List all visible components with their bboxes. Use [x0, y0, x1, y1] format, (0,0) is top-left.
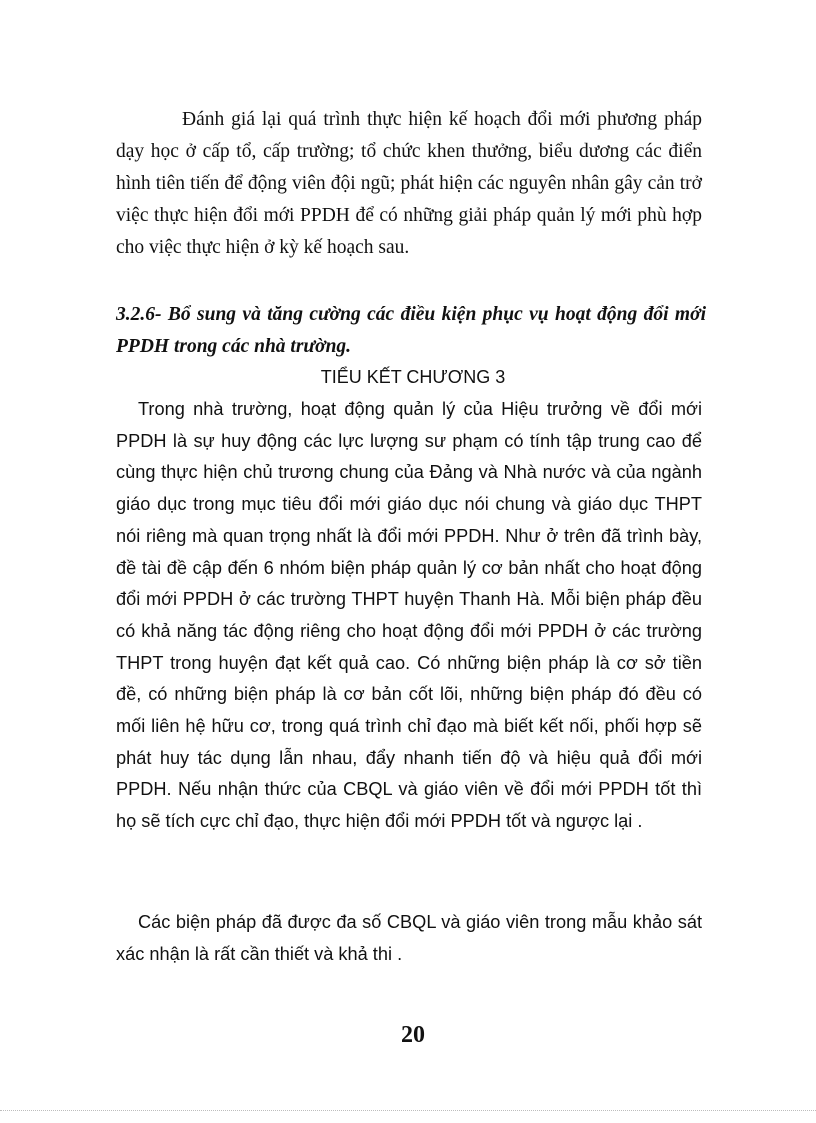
page-number: 20 [401, 1022, 425, 1048]
bottom-divider [0, 1110, 816, 1111]
summary-paragraph-1: Trong nhà trường, hoạt động quản lý của Hiệu trưởng về đổi mới PPDH là sự huy động các lực lượng sư phạm có tính tập trung cao để cùng thực hiện chủ trương chung của Đảng và Nhà nước và của ngành giáo dục trong mục tiêu đổi mới giáo dục nói chung và giáo dục THPT nói riêng mà quan trọng nhất là đổi mới PPDH. Như ở trên đã trình bày, đề tài đề cập đến 6 nhóm biện pháp quản lý cơ bản nhất cho hoạt động đổi mới PPDH ở các trường THPT huyện Thanh Hà. Mỗi biện pháp đều có khả năng tác động riêng cho hoạt động đổi mới PPDH ở các trường THPT trong huyện đạt kết quả cao. Có những biện pháp là cơ sở tiền đề, có những biện pháp là cơ bản cốt lõi, những biện pháp đó đều có mối liên hệ hữu cơ, trong quá trình chỉ đạo mà biết kết nối, phối hợp sẽ phát huy tác dụng lẫn nhau, đẩy nhanh tiến độ và hiệu quả đổi mới PPDH. Nếu nhận thức của CBQL và giáo viên về đổi mới PPDH tốt thì họ sẽ tích cực chỉ đạo, thực hiện đổi mới PPDH tốt và ngược lại . [116, 399, 702, 832]
summary-paragraph-2: Các biện pháp đã được đa số CBQL và giáo viên trong mẫu khảo sát xác nhận là rất cần thiết và khả thi . [116, 912, 702, 964]
chapter-summary-title: TIỂU KẾT CHƯƠNG 3 [320, 367, 506, 387]
evaluation-paragraph: Đánh giá lại quá trình thực hiện kế hoạch đổi mới phương pháp dạy học ở cấp tổ, cấp trường; tổ chức khen thưởng, biểu dương các điển hình tiên tiến để động viên đội ngũ; phát hiện các nguyên nhân gây cản trở việc thực hiện đổi mới PPDH để có những giải pháp quản lý mới phù hợp cho việc thực hiện ở kỳ kế hoạch sau. [116, 109, 702, 258]
section-heading: 3.2.6- Bổ sung và tăng cường các điều kiện phục vụ hoạt động đổi mới PPDH trong các nhà trường. [116, 304, 706, 357]
